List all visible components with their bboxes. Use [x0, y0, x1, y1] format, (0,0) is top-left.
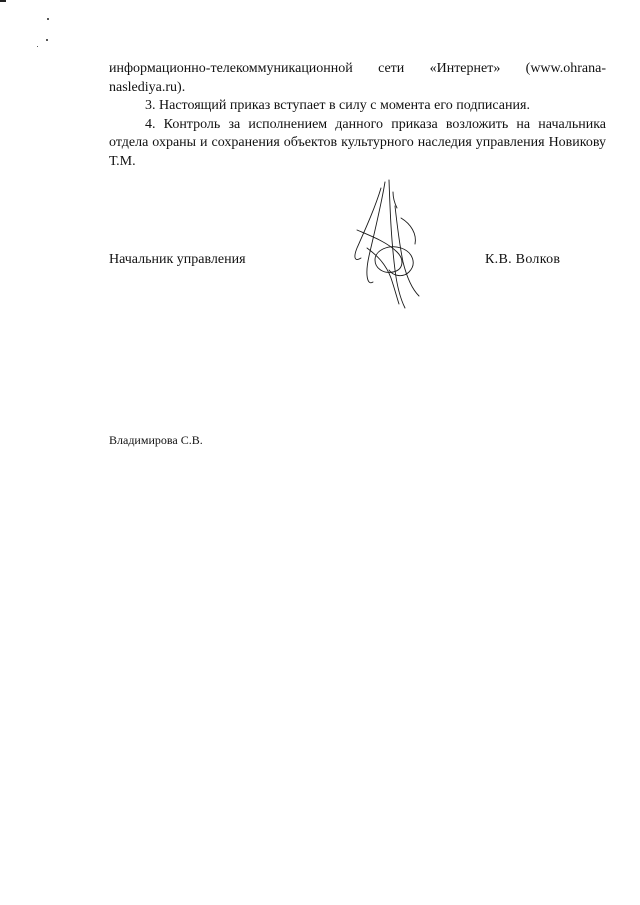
handwritten-signature: [345, 178, 430, 310]
paragraph-2-line-2: naslediya.ru).: [109, 79, 186, 95]
scan-speck: [0, 0, 6, 2]
signer-name: К.В. Волков: [485, 252, 561, 267]
paragraph-3: 3. Настоящий приказ вступает в силу с момента его подписания.: [145, 98, 530, 113]
paragraph-2-line-1: информационно-телекоммуникационной сети «Интернет» (www.ohrana-: [109, 61, 606, 76]
scan-speck: [47, 18, 49, 20]
scan-speck: [46, 39, 48, 41]
paragraph-4: 4. Контроль за исполнением данного приказа возложить на начальника отдела охраны и сохранения объектов культурного наследия управления Новикову Т.М.: [109, 116, 606, 169]
executor-name: Владимирова С.В.: [109, 433, 203, 447]
signer-position: Начальник управления: [109, 252, 246, 267]
scan-speck: [37, 46, 38, 47]
document-body: [109, 60, 606, 171]
